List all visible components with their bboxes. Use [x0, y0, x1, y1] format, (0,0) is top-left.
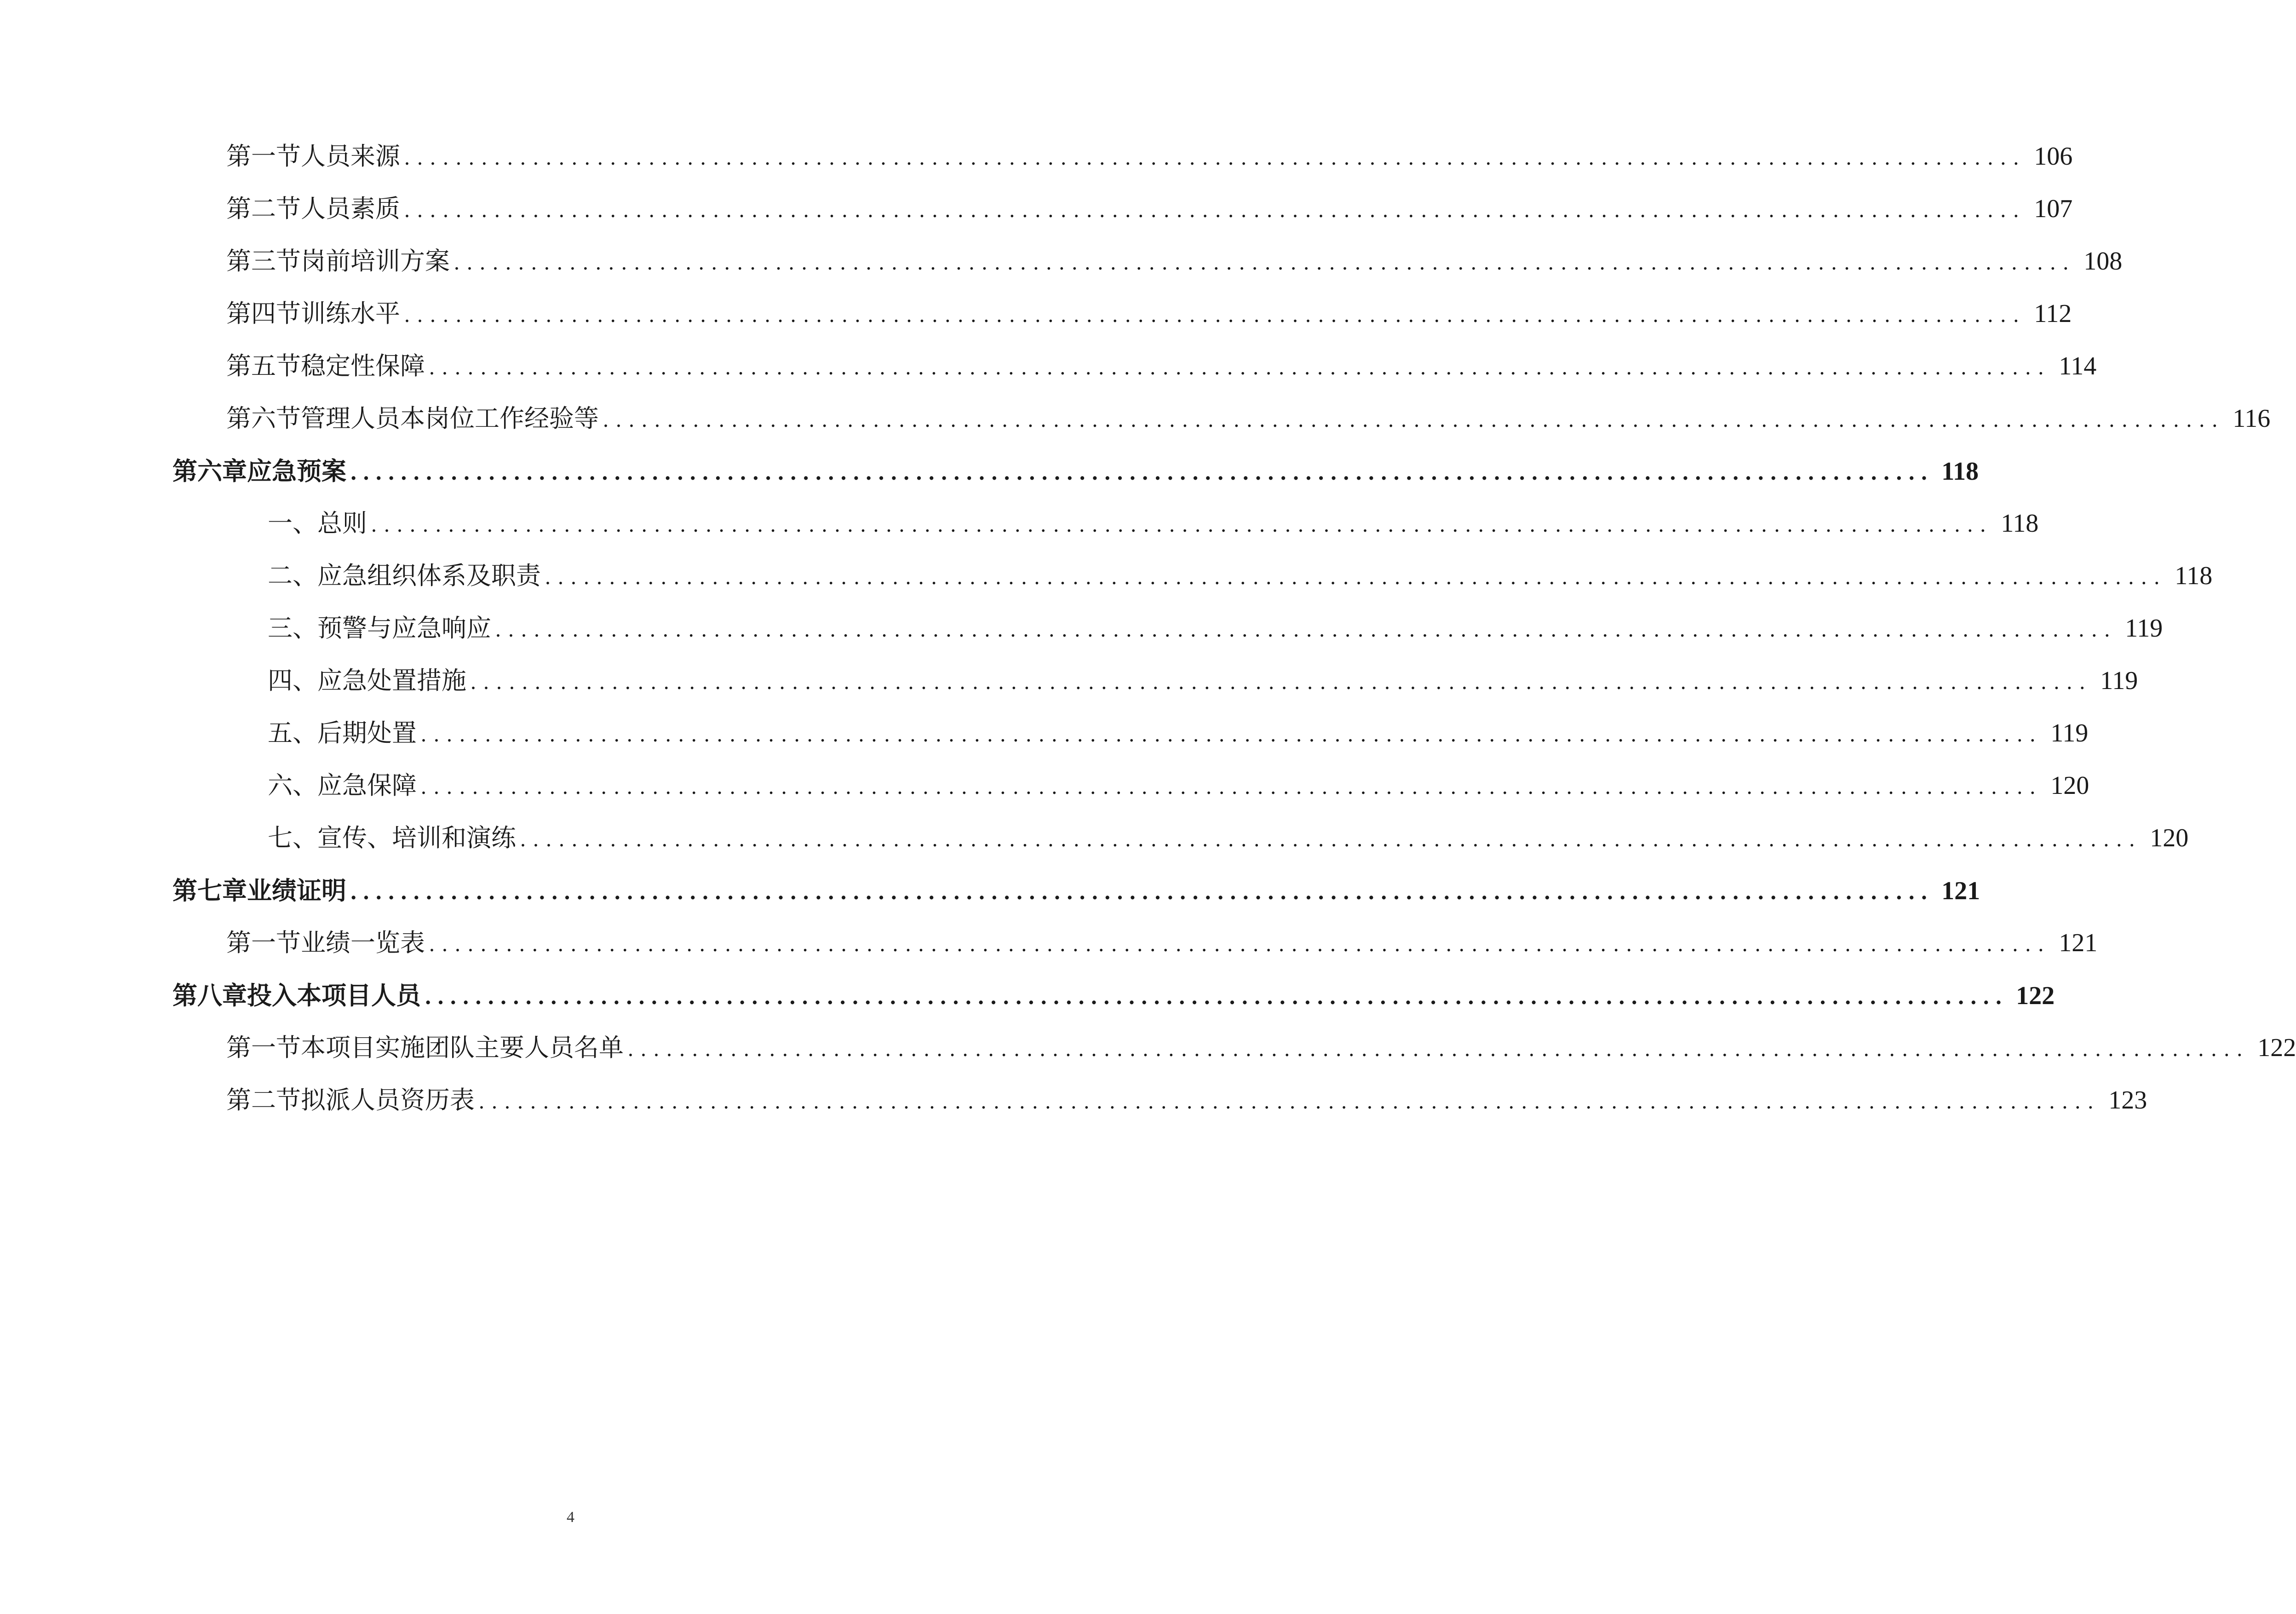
- toc-entry-item[interactable]: [268, 608, 2163, 649]
- toc-entry-page: 122: [2016, 982, 2055, 1010]
- toc-entry-section[interactable]: [226, 922, 2098, 964]
- toc-entry-page: 119: [2050, 719, 2089, 747]
- toc-entry-section[interactable]: [226, 293, 2072, 334]
- toc-entry-item[interactable]: [268, 503, 2039, 544]
- toc-dot-leader: ..............................................................................................................................: [420, 723, 2043, 747]
- toc-dot-leader: ..............................................................................................................................: [520, 828, 2142, 851]
- toc-entry-page: 118: [1941, 457, 1979, 486]
- toc-dot-leader: ..............................................................................................................................: [627, 1038, 2250, 1061]
- toc-dot-leader: ..............................................................................................................................: [425, 986, 2008, 1009]
- toc-dot-leader: ..............................................................................................................................: [453, 251, 2076, 275]
- toc-entry-page: 114: [2059, 352, 2097, 380]
- toc-entry-title: 六、应急保障: [268, 771, 417, 800]
- toc-entry-page: 107: [2034, 195, 2073, 223]
- toc-entry-number: 第四节: [226, 299, 301, 328]
- toc-entry-page: 119: [2125, 614, 2163, 643]
- toc-dot-leader: ..............................................................................................................................: [478, 1090, 2101, 1114]
- toc-entry-number: 第一节: [226, 928, 301, 957]
- toc-entry-number: 第一节: [226, 142, 301, 171]
- toc-entry-number: 第八章: [172, 981, 247, 1010]
- toc-entry-page: 116: [2233, 404, 2271, 433]
- toc-entry-title: 人员素质: [301, 194, 400, 223]
- toc-dot-leader: ..............................................................................................................................: [350, 461, 1934, 485]
- toc-entry-number: 第六章: [172, 456, 247, 486]
- toc-entry-section[interactable]: [226, 188, 2073, 230]
- toc-entry-title: 拟派人员资历表: [301, 1086, 475, 1114]
- toc-entry-page: 120: [2150, 824, 2189, 852]
- toc-entry-section[interactable]: [226, 345, 2097, 387]
- toc-entry-page: 119: [2100, 666, 2138, 695]
- toc-dot-leader: ..............................................................................................................................: [495, 618, 2117, 642]
- toc-entry-title: 四、应急处置措施: [268, 666, 466, 695]
- toc-dot-leader: ..............................................................................................................................: [470, 671, 2092, 694]
- toc-entry-page: 118: [2001, 509, 2039, 538]
- toc-entry-title: 业绩一览表: [301, 928, 425, 957]
- toc-entry-chapter[interactable]: [172, 870, 1980, 911]
- toc-entry-number: 第二节: [226, 1086, 301, 1114]
- toc-entry-item[interactable]: [268, 712, 2089, 754]
- page-number: 4: [567, 1509, 574, 1526]
- toc-entry-title: 人员来源: [301, 142, 400, 171]
- toc-entry-title: 投入本项目人员: [247, 981, 421, 1010]
- toc-dot-leader: ..............................................................................................................................: [350, 881, 1934, 904]
- toc-entry-page: 108: [2084, 247, 2123, 276]
- toc-dot-leader: ..............................................................................................................................: [429, 356, 2051, 379]
- toc-entry-item[interactable]: [268, 765, 2089, 806]
- toc-entry-number: 第二节: [226, 194, 301, 223]
- toc-entry-title: 训练水平: [301, 299, 400, 328]
- toc-entry-number: 第七章: [172, 876, 247, 905]
- toc-entry-number: 第三节: [226, 247, 301, 276]
- toc-dot-leader: ..............................................................................................................................: [371, 513, 1993, 537]
- toc-entry-item[interactable]: [268, 555, 2213, 597]
- toc-entry-title: 二、应急组织体系及职责: [268, 561, 541, 590]
- toc-entry-section[interactable]: [226, 398, 2271, 439]
- toc-entry-title: 稳定性保障: [301, 351, 425, 380]
- toc-entry-page: 123: [2108, 1086, 2147, 1114]
- toc-dot-leader: ..............................................................................................................................: [404, 199, 2026, 222]
- toc-entry-number: 第五节: [226, 351, 301, 380]
- toc-entry-chapter[interactable]: [172, 975, 2055, 1016]
- toc-entry-title: 业绩证明: [247, 876, 346, 905]
- toc-entry-title: 一、总则: [268, 509, 367, 538]
- toc-entry-page: 112: [2034, 299, 2072, 328]
- toc-entry-title: 本项目实施团队主要人员名单: [301, 1033, 624, 1062]
- toc-entry-title: 岗前培训方案: [301, 247, 450, 276]
- toc-entry-item[interactable]: [268, 817, 2189, 859]
- toc-entry-page: 121: [2059, 929, 2098, 957]
- toc-entry-page: 106: [2034, 142, 2073, 171]
- toc-entry-title: 三、预警与应急响应: [268, 614, 491, 643]
- toc-entry-section[interactable]: [226, 1027, 2296, 1068]
- toc-entry-page: 118: [2175, 562, 2213, 590]
- toc-dot-leader: ..............................................................................................................................: [603, 408, 2225, 432]
- toc-dot-leader: ..............................................................................................................................: [545, 566, 2167, 589]
- toc-dot-leader: ..............................................................................................................................: [404, 304, 2026, 327]
- toc-entry-title: 应急预案: [247, 456, 346, 486]
- toc-dot-leader: ..............................................................................................................................: [429, 933, 2051, 956]
- toc-entry-page: 122: [2257, 1034, 2296, 1062]
- toc-entry-section[interactable]: [226, 241, 2123, 282]
- toc-entry-title: 五、后期处置: [268, 718, 417, 747]
- toc-entry-title: 七、宣传、培训和演练: [268, 823, 516, 852]
- toc-entry-number: 第六节: [226, 404, 301, 433]
- toc-entry-chapter[interactable]: [172, 450, 1979, 492]
- toc-entry-page: 121: [1941, 877, 1980, 905]
- toc-dot-leader: ..............................................................................................................................: [420, 775, 2043, 799]
- toc-entry-title: 管理人员本岗位工作经验等: [301, 404, 599, 433]
- toc-entry-number: 第一节: [226, 1033, 301, 1062]
- toc-entry-section[interactable]: [226, 1080, 2147, 1121]
- toc-entry-page: 120: [2050, 771, 2089, 800]
- toc-entry-section[interactable]: [226, 136, 2073, 177]
- toc-dot-leader: ..............................................................................................................................: [404, 146, 2026, 170]
- toc-entry-item[interactable]: [268, 660, 2138, 701]
